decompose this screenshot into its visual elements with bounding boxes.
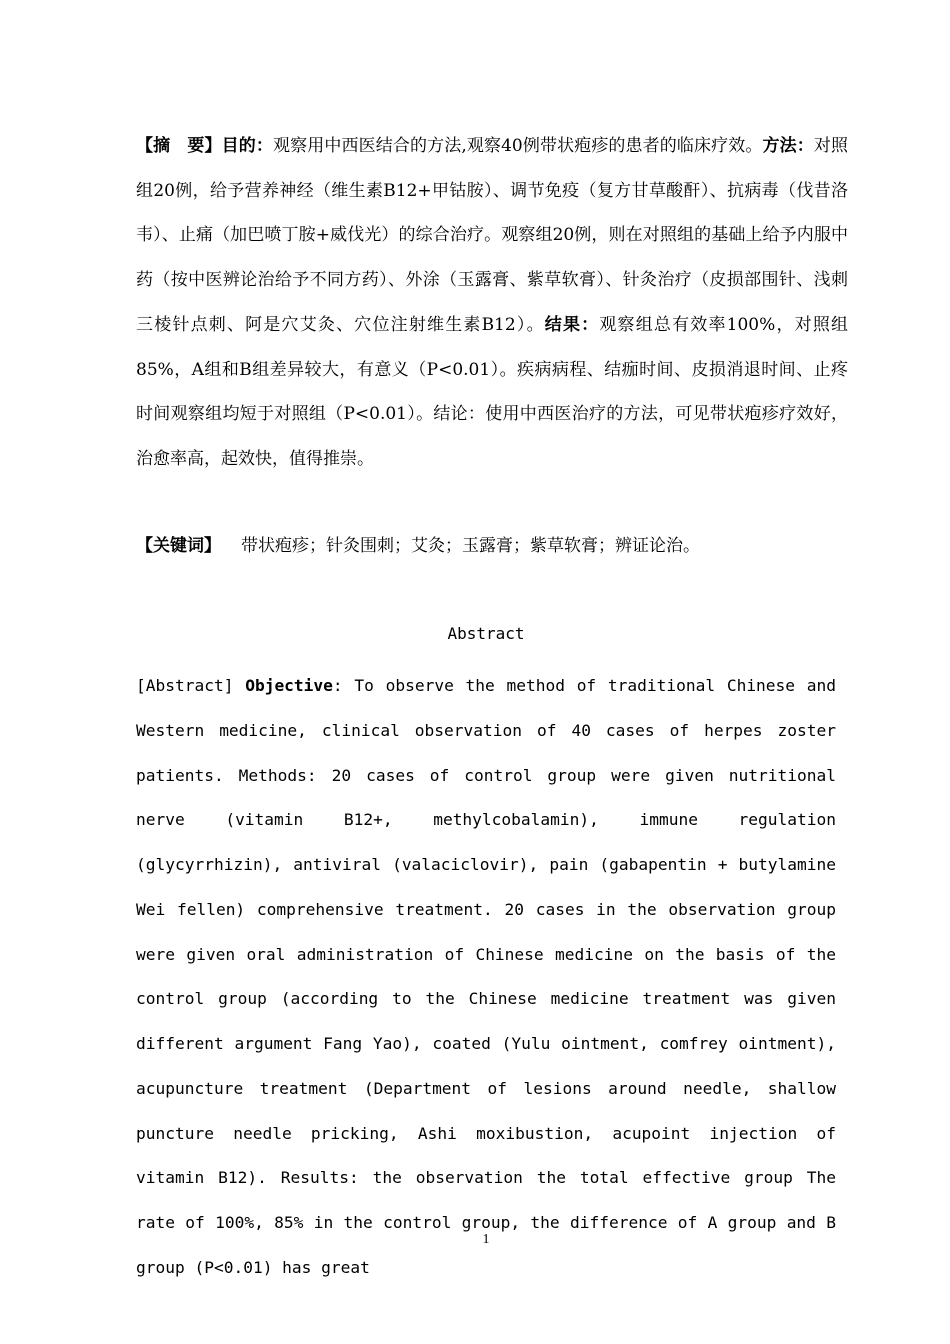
chinese-abstract <box>136 124 848 482</box>
en-abstract-label: [Abstract] <box>136 676 234 695</box>
methods-text: 对照组20例，给予营养神经（维生素B12+甲钴胺）、调节免疫（复方甘草酸酐）、抗病毒（伐昔洛韦）、止痛（加巴喷丁胺+威伐光）的综合治疗。观察组20例，则在对照组的基础上给予内服中药（按中医辨论治给予不同方药）、外涂（玉露膏、紫草软膏）、针灸治疗（皮损部围针、浅刺三棱针点刺、阿是穴艾灸、穴位注射维生素B12）。 <box>136 136 849 335</box>
objective-text: 观察用中西医结合的方法,观察40例带状疱疹的患者的临床疗效。 <box>272 136 763 156</box>
keywords-label: 【关键词】 <box>136 536 221 556</box>
en-objective-label: Objective <box>245 676 333 695</box>
methods-label: 方法： <box>762 136 814 156</box>
english-abstract <box>136 664 836 1291</box>
objective-label: 目的： <box>221 136 273 156</box>
results-text: 观察组总有效率100%，对照组85%，A组和B组差异较大，有意义（P<0.01）。疾病病程、结痂时间、皮损消退时间、止疼时间观察组均短于对照组（P<0.01）。结论：使用中西医治疗的方法，可见带状疱疹疗效好，治愈率高，起效快，值得推崇。 <box>136 314 849 469</box>
page-number: 1 <box>482 1232 490 1247</box>
keywords-text: 带状疱疹；针灸围刺；艾灸；玉露膏；紫草软膏；辨证论治。 <box>241 536 700 556</box>
en-abstract-text: : To observe the method of traditional Chinese and Western medicine, clinical observation of 40 cases of herpes zoster patients. Methods: 20 cases of control group were given nutritional nerve (vitamin B12+, methylcobalamin), immune regulation (glycyrrhizin), antiviral (valaciclovir), pain (gabapentin + butylamine Wei fellen) comprehensive treatment. 20 cases in the observation group were given oral administration of Chinese medicine on the basis of the control group (according to the Chinese medicine treatment was given different argument Fang Yao), coated (Yulu ointment, comfrey ointment), acupuncture treatment (Department of lesions around needle, shallow puncture needle pricking, Ashi moxibustion, acupoint injection of vitamin B12). Results: the observation the total effective group The rate of 100%, 85% in the control group, the difference of A group and B group (P<0.01) has great <box>136 676 836 1277</box>
abstract-label: 【摘 要】 <box>136 136 222 156</box>
english-abstract-title: Abstract <box>447 624 525 643</box>
keywords-line <box>136 526 848 566</box>
results-label: 结果： <box>544 314 600 335</box>
